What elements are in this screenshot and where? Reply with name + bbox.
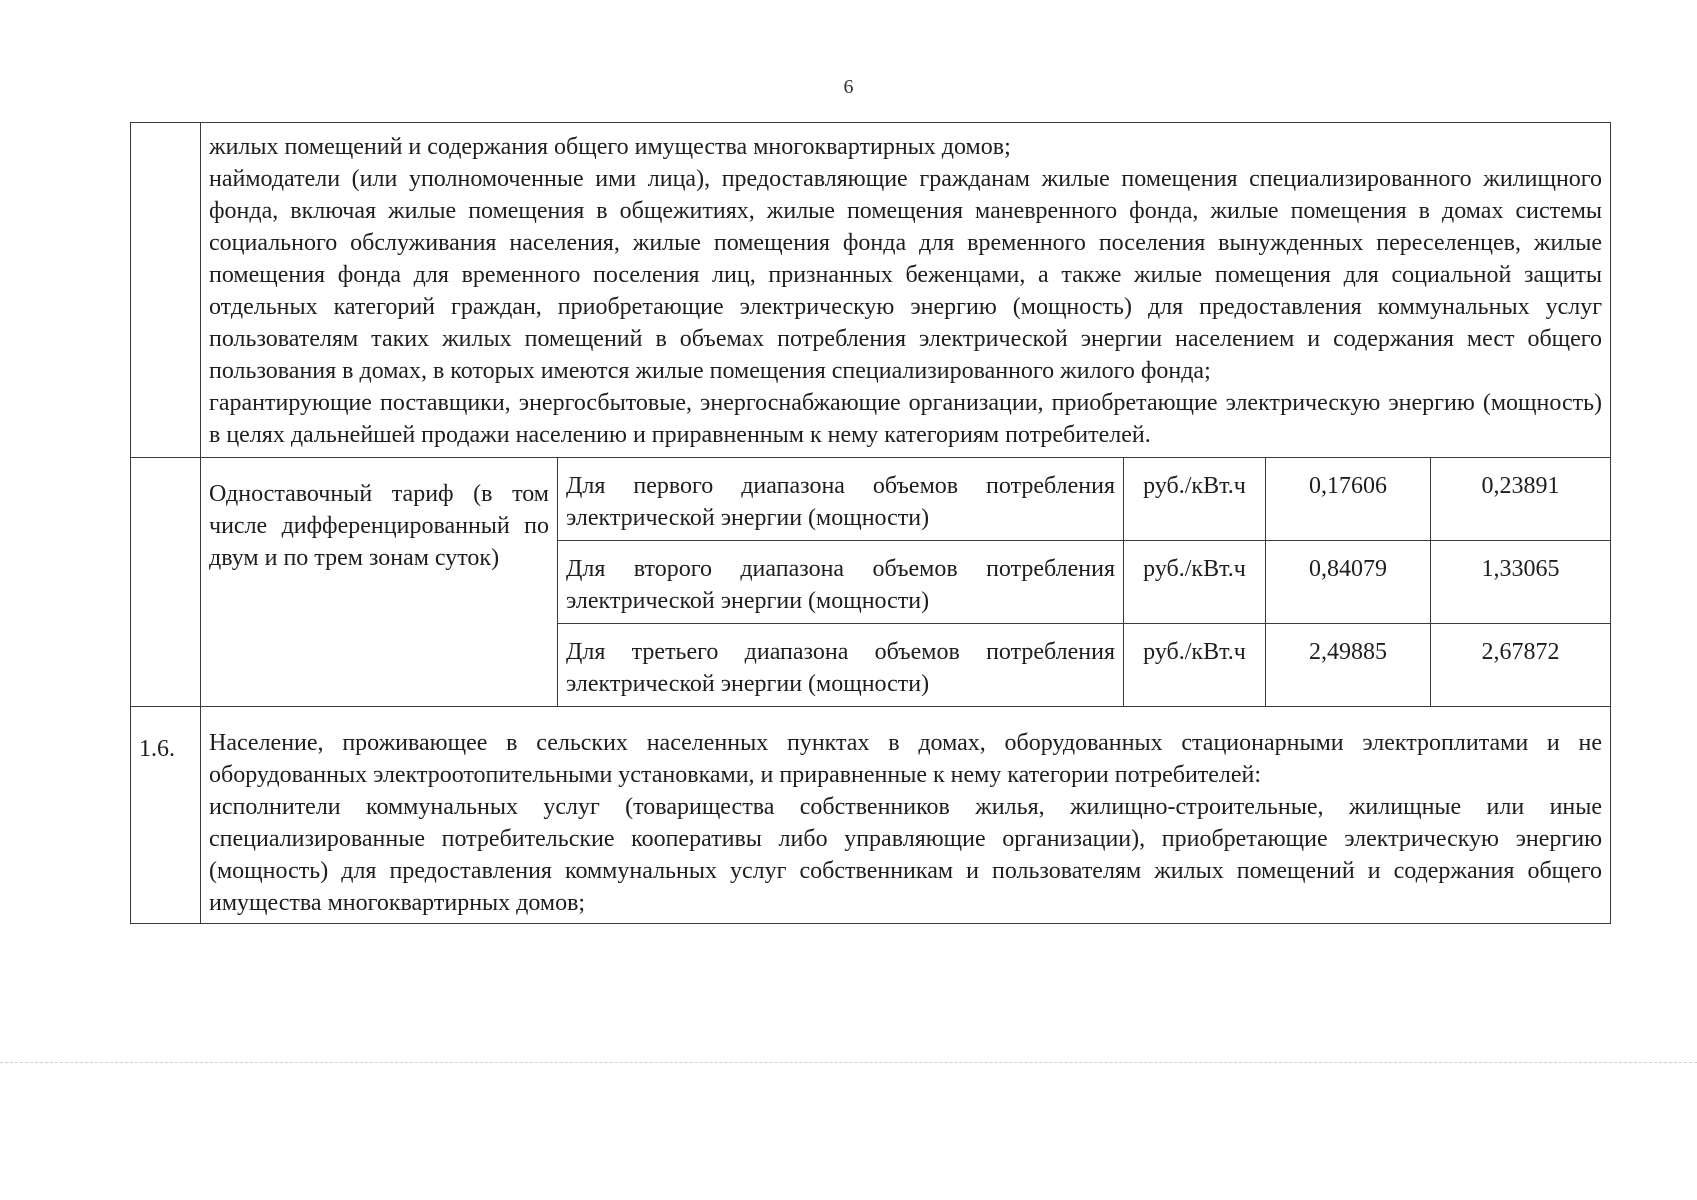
value-3-second-half: 2,67872 <box>1431 624 1611 707</box>
value-3-first-half: 2,49885 <box>1266 624 1431 707</box>
continuation-paragraph-2: наймодатели (или уполномоченные ими лица), предоставляющие гражданам жилые помещения специализированного жилищного фонда, включая жилые помещения в общежитиях, жилые помещения маневренного фонда, жилые помещения в домах системы социального обслуживания населения, жилые помещения фонда для временного поселения вынужденных переселенцев, жилые помещения фонда для временного поселения лиц, признанных беженцами, а также жилые помещения для социальной защиты отдельных категорий граждан, приобретающие электрическую энергию (мощность) для предоставления коммунальных услуг пользователям таких жилых помещений в объемах потребления электрической энергии населением и содержания мест общего пользования в домах, в которых имеются жилые помещения специализированного жилого фонда; <box>209 166 1603 384</box>
value-2-first-half: 0,84079 <box>1266 541 1431 624</box>
continuation-text-cell <box>201 123 1611 458</box>
row-number-empty <box>131 123 201 458</box>
tariff-type-label: Одноставочный тариф (в том числе дифференцированный по двум и по трем зонам суток) <box>201 458 558 707</box>
table-row-continuation <box>131 123 1611 458</box>
tariff-table <box>130 122 1611 924</box>
continuation-paragraph-3: гарантирующие поставщики, энергосбытовые, энергоснабжающие организации, приобретающие электрическую энергию (мощность) в целях дальнейшей продажи населению и приравненным к нему категориям потребителей. <box>209 390 1603 448</box>
page-number: 6 <box>843 76 854 98</box>
section-1-6-text-cell <box>201 707 1611 924</box>
value-1-first-half: 0,17606 <box>1266 458 1431 541</box>
tariff-row-1 <box>131 458 1611 541</box>
value-2-second-half: 1,33065 <box>1431 541 1611 624</box>
continuation-paragraph-1: жилых помещений и содержания общего имущества многоквартирных домов; <box>209 134 1011 160</box>
range-description-2: Для второго диапазона объемов потребления электрической энергии (мощности) <box>558 541 1124 624</box>
section-1-6-paragraph-1: Население, проживающее в сельских населенных пунктах в домах, оборудованных стационарными электроплитами и не оборудованных электроотопительными установками, и приравненные к нему категории потребителей: <box>209 730 1603 788</box>
unit-3: руб./кВт.ч <box>1124 624 1266 707</box>
unit-2: руб./кВт.ч <box>1124 541 1266 624</box>
unit-1: руб./кВт.ч <box>1124 458 1266 541</box>
scan-fold-line <box>0 1062 1697 1063</box>
value-1-second-half: 0,23891 <box>1431 458 1611 541</box>
row-number-1-6: 1.6. <box>131 707 201 924</box>
table-row-1-6 <box>131 707 1611 924</box>
range-description-1: Для первого диапазона объемов потребления электрической энергии (мощности) <box>558 458 1124 541</box>
row-number-empty-cell <box>131 458 201 707</box>
range-description-3: Для третьего диапазона объемов потребления электрической энергии (мощности) <box>558 624 1124 707</box>
section-1-6-paragraph-2: исполнители коммунальных услуг (товарищества собственников жилья, жилищно-строительные, жилищные или иные специализированные потребительские кооперативы либо управляющие организации), приобретающие электрическую энергию (мощность) для предоставления коммунальных услуг собственникам и пользователям жилых помещений и содержания общего имущества многоквартирных домов; <box>209 794 1603 916</box>
